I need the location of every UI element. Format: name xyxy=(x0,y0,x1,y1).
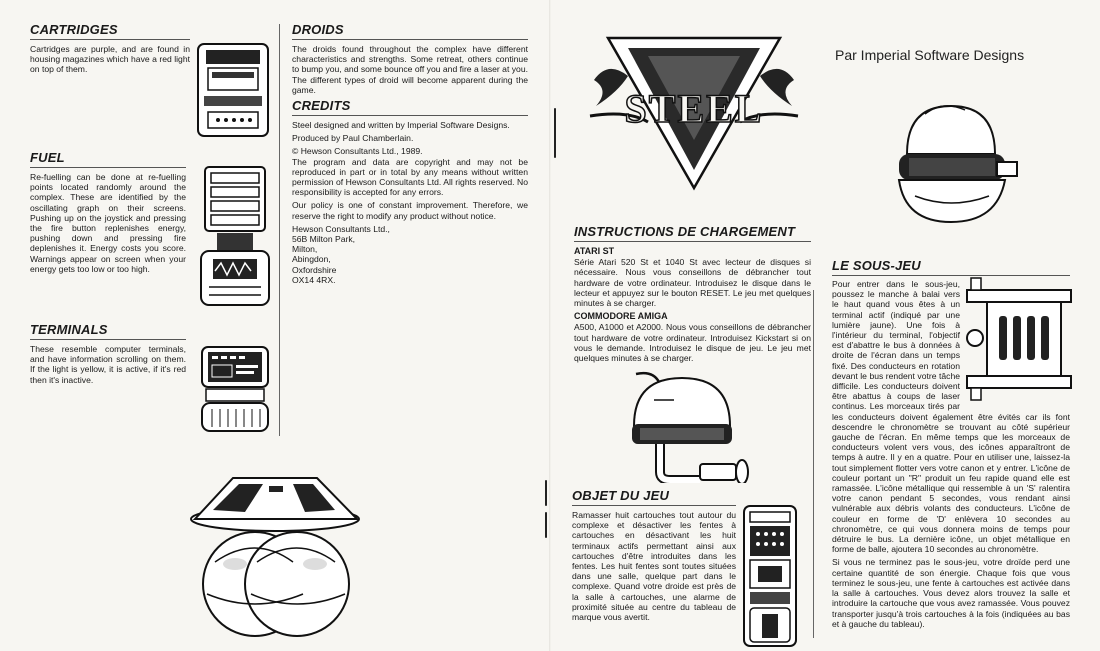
terminals-text: These resemble computer terminals, and have information scrolling on them. If the light is yellow, it is active, if it's red then it's inactive. xyxy=(30,344,186,385)
address-line: Milton, xyxy=(292,244,318,255)
amiga-title: COMMODORE AMIGA xyxy=(574,311,668,322)
credits-address xyxy=(292,224,528,285)
objet-text: Ramasser huit cartouches tout autour du complexe et désactiver les fentes à cartouches en désactivant les huit terminaux actifs permettant ainsi aux cartouches d'être introduites dans les fentes. Les huit fentes sont toutes situées dans une salle, quelque part dans le complexe. Quand votre droide est près de la salle à cartouches, une alarme de proximité située au centre du tableau de marque vous avertit. xyxy=(572,510,736,623)
sousjeu-text-wrapped xyxy=(832,279,1070,632)
fuel-section xyxy=(30,150,186,274)
left-column-divider xyxy=(279,24,280,436)
terminal-illustration xyxy=(198,343,272,435)
sousjeu-text-2: Si vous ne terminez pas le sous-jeu, votre droïde perd une certaine quantité de son énergie. Chaque fois que vous terminez le sous-jeu, une fente à cartouches est activée dans la salle à cartouches. Vous devez alors trouvez la salle et introduire la cartouche que vous avez ramassée. Vous pouvez transporter jusqu'à trois cartouches à la fois (indiquées au bas et à gauche du tableau). xyxy=(832,557,1070,629)
cartridges-section xyxy=(30,22,190,75)
terminals-section xyxy=(30,322,186,385)
credits-copyright: © Hewson Consultants Ltd., 1989. xyxy=(292,146,423,157)
margin-mark xyxy=(545,512,547,538)
fuel-text: Re-fuelling can be done at re-fuelling points located randomly around the complex. These are identified by the oscillating graph on their screens. Pushing up on the joystick and pressing the fire button replenishes energy, pushing down and pressing fire deplenishes it. Energy costs you score. Warnings appear on screen when your energy gets too low or too high. xyxy=(30,172,186,274)
steel-logo xyxy=(588,20,800,192)
sousjeu-section xyxy=(832,258,1070,276)
steel-logo-text: STEEL xyxy=(624,86,764,131)
address-line: Hewson Consultants Ltd., xyxy=(292,223,390,234)
address-line: 56B Milton Park, xyxy=(292,234,356,245)
chargement-heading: INSTRUCTIONS DE CHARGEMENT xyxy=(574,224,811,242)
terminals-heading: TERMINALS xyxy=(30,322,186,340)
sousjeu-text-1: Pour entrer dans le sous-jeu, poussez le manche à balai vers le haut quand vous êtes à un terminal actif (indiqué par une lumière jaune). Une fois à l'intérieur du terminal, l'objectif est d'abattre le bus à données à droite de l'écran dans un temps fixé. Des conducteurs en rotation devant le bus rendent votre tâche difficile. Les conducteurs doivent être abattus à coups de laser continus. Les morceaux tirés par les conducteurs doivent également être évités car ils font descendre le chronomètre se trouvant au côté supérieur gauche de l'écran. En même temps que les morceaux de conducteurs volent vers vous, des icônes apparaîtront de temps à autre. Il y en a quatre. Pour en utiliser une, laissez-la tout simplement flotter vers votre canon et y entrer. L'icône de couleur portant un "R" produit un feu rapide quand elle est ramassée. L'icône métallique qui ressemble à un 'S' ralentira votre canon pendant 5 secondes, vous rendant ainsi vulnérable aux débris volants des conducteurs. L'icône de couleur en forme de 'D' enlèvera 10 secondes au chronomètre, ce qui vous donnera moins de temps pour détruire le bus. La dernière icône, un objet métallique en forme de balle, ajoutera 10 secondes au chronomètre. xyxy=(832,279,1070,555)
atari-text: Série Atari 520 St et 1040 St avec lecteur de disques si nécessaire. Nous vous conseillons de débrancher tout hardware de votre ordinateur. Introduisez le disque dans le lecteur et appuyez sur le bouton RESET. Le jeu met quelques minutes à se charger. xyxy=(574,257,811,309)
address-line: Oxfordshire xyxy=(292,264,337,275)
refuelling-point-illustration xyxy=(197,163,273,308)
credits-producer: Produced by Paul Chamberlain. xyxy=(292,133,414,144)
atari-title: ATARI ST xyxy=(574,246,615,256)
credits-designer: Steel designed and written by Imperial Software Designs. xyxy=(292,120,510,130)
droids-heading: DROIDS xyxy=(292,22,528,40)
margin-mark xyxy=(545,480,547,506)
droid-pod-illustration xyxy=(185,464,365,642)
credits-section xyxy=(292,98,528,285)
sousjeu-heading: LE SOUS-JEU xyxy=(832,258,1070,276)
cartridges-heading: CARTRIDGES xyxy=(30,22,190,40)
amiga-text: A500, A1000 et A2000. Nous vous conseillons de débrancher tout hardware de votre ordinateur. Introduisez Kickstart si on vous le demande. Introduisez le disque de jeu. Le jeu met quelques minutes à se charger. xyxy=(574,322,811,364)
dome-droid-illustration xyxy=(630,368,755,483)
page-fold xyxy=(549,0,551,651)
cartridges-text: Cartridges are purple, and are found in housing magazines which have a red light on top of them. xyxy=(30,44,190,75)
cartridge-housing-illustration xyxy=(194,40,272,140)
fuel-heading: FUEL xyxy=(30,150,186,168)
margin-mark xyxy=(554,108,556,158)
credits-policy: Our policy is one of constant improvement. Therefore, we reserve the right to modify any product without notice. xyxy=(292,200,528,221)
droids-text: The droids found throughout the complex have different characteristics and strengths. Some retreat, others continue to bump you, and some bounce off you and fire a laser at you. The different types of droid will become apparent during the game. xyxy=(292,44,528,95)
publisher-tagline: Par Imperial Software Designs xyxy=(835,47,1025,63)
objet-heading: OBJET DU JEU xyxy=(572,488,736,506)
illustration-float-space xyxy=(960,279,1070,407)
objet-section xyxy=(572,488,736,622)
right-column-divider xyxy=(813,290,814,638)
credits-heading: CREDITS xyxy=(292,98,528,116)
credits-rights: The program and data are copyright and may not be reproduced in part or in total by any means without written permission of Hewson Consultants Ltd. All rights reserved. No responsibility is accepted for any errors. xyxy=(292,156,528,198)
droids-section xyxy=(292,22,528,95)
chargement-section xyxy=(574,224,811,366)
address-line: Abingdon, xyxy=(292,254,331,265)
address-line: OX14 4RX. xyxy=(292,274,336,285)
spherical-droid-illustration xyxy=(885,96,1025,226)
cartridge-tower-illustration xyxy=(738,504,802,648)
